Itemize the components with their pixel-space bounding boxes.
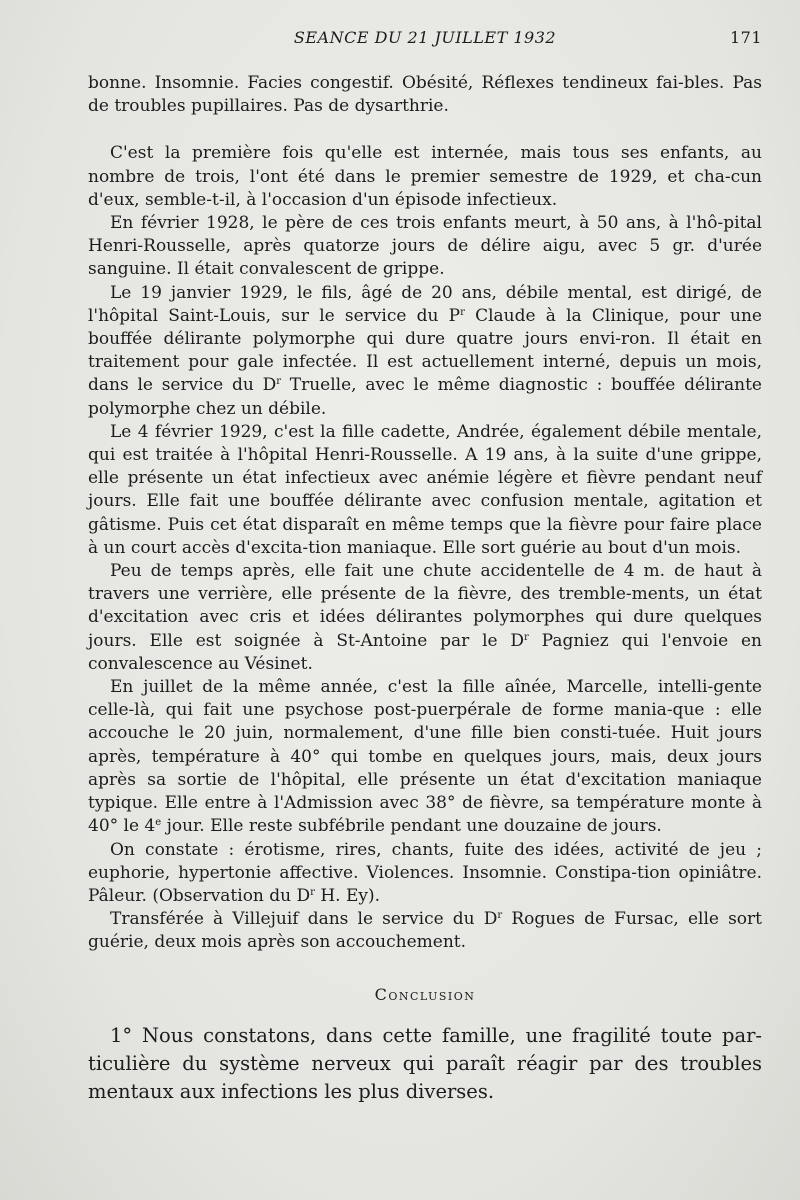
paragraph-text: Truelle, avec le même diagnostic : bouffée délirante polymorphe chez un débile. <box>88 375 762 419</box>
superscript: e <box>155 817 162 829</box>
paragraph-younger-daughter <box>88 421 762 560</box>
paragraph-text: Le 19 janvier 1929, le fils, âgé de 20 ans, débile mental, est dirigé, de l'hôpital Saint-Louis, sur le service du P <box>88 282 762 326</box>
paragraph-accident <box>88 560 762 676</box>
paragraph-text: jour. Elle reste subfébrile pendant une douzaine de jours. <box>161 816 662 837</box>
paragraph-observation <box>88 839 762 909</box>
body-text <box>88 72 762 955</box>
running-head <box>88 28 762 58</box>
running-title: SEANCE DU 21 JUILLET 1932 <box>293 28 557 47</box>
paragraph-clinical-signs <box>88 72 762 118</box>
superscript: r <box>460 306 465 318</box>
paragraph-first-internment <box>88 142 762 212</box>
superscript: r <box>310 886 315 898</box>
paragraph-text: Rogues de Fursac, elle sort guérie, deux mois après son accouchement. <box>88 909 762 953</box>
paragraph-text: En juillet de la même année, c'est la fille aînée, Marcelle, intelli-gente celle-là, qui fait une psychose post-puerpérale de forme mania-que : elle accouche le 20 juin, normalement, d'une fille bien consti-tuée. Huit jours après, température à 40° qui tombe en quelques jours, mais, deux jours après sa sortie de l'hôpital, elle présente un état d'excitation maniaque typique. Elle entre à l'Admission avec 38° de fièvre, sa température monte à 40° le 4 <box>88 677 762 837</box>
paragraph-text: Le 4 février 1929, c'est la fille cadette, Andrée, également débile mentale, qui est traitée à l'hôpital Henri-Rousselle. A 19 ans, à la suite d'une grippe, elle présente un état infectieux avec anémie légère et fièvre pendant neuf jours. Elle fait une bouffée délirante avec confusion mentale, agitation et gâtisme. Puis cet état disparaît en même temps que la fièvre pour faire place à un court accès d'excita-tion maniaque. Elle sort guérie au bout d'un mois. <box>88 421 762 558</box>
paragraph-transfer <box>88 908 762 954</box>
paragraph-text: Transférée à Villejuif dans le service du D <box>110 909 498 930</box>
paragraph-text: On constate : érotisme, rires, chants, fuite des idées, activité de jeu ; euphorie, hypertonie affective. Violences. Insomnie. Constipa-tion opiniâtre. Pâleur. (Observation du D <box>88 839 762 906</box>
page-number: 171 <box>729 28 762 47</box>
paragraph-text: Claude à la Clinique, pour une bouffée délirante polymorphe qui dure quatre jours envi-ron. Il était en traitement pour gale infectée. Il est actuellement interné, depuis un mois, dans le service du D <box>88 305 762 396</box>
superscript: r <box>497 910 503 922</box>
superscript: r <box>276 376 281 388</box>
conclusion-text <box>88 1022 762 1106</box>
paragraph-son <box>88 282 762 421</box>
paragraph-father <box>88 212 762 282</box>
paragraph-text: bonne. Insomnie. Facies congestif. Obésité, Réflexes tendineux fai-bles. Pas de troubles pupillaires. Pas de dysarthrie. <box>88 73 762 117</box>
paragraph-text: C'est la première fois qu'elle est internée, mais tous ses enfants, au nombre de trois, l'ont été dans le premier semestre de 1929, et cha-cun d'eux, semble-t-il, à l'occasion d'un épisode infectieux. <box>88 143 762 210</box>
paragraph-text: Peu de temps après, elle fait une chute accidentelle de 4 m. de haut à travers une verrière, elle présente de la fièvre, des tremble-ments, un état d'excitation avec cris et idées délirantes polymorphes qui dure quelques jours. Elle est soignée à St-Antoine par le D <box>88 561 762 651</box>
paragraph-text: En février 1928, le père de ces trois enfants meurt, à 50 ans, à l'hô-pital Henri-Rousselle, après quatorze jours de délire aigu, avec 5 gr. d'urée sanguine. Il était convalescent de grippe. <box>88 213 762 280</box>
section-heading-conclusion: Conclusion <box>374 984 476 1004</box>
paragraph-text: H. Ey). <box>314 885 381 906</box>
superscript: r <box>524 631 529 643</box>
paragraph-text: Pagniez qui l'envoie en convalescence au Vésinet. <box>88 630 762 674</box>
paragraph-elder-daughter <box>88 676 762 838</box>
conclusion-paragraph: 1° Nous constatons, dans cette famille, une fragilité toute par-ticulière du système nerveux qui paraît réagir par des troubles mentaux aux infections les plus diverses. <box>88 1023 762 1103</box>
